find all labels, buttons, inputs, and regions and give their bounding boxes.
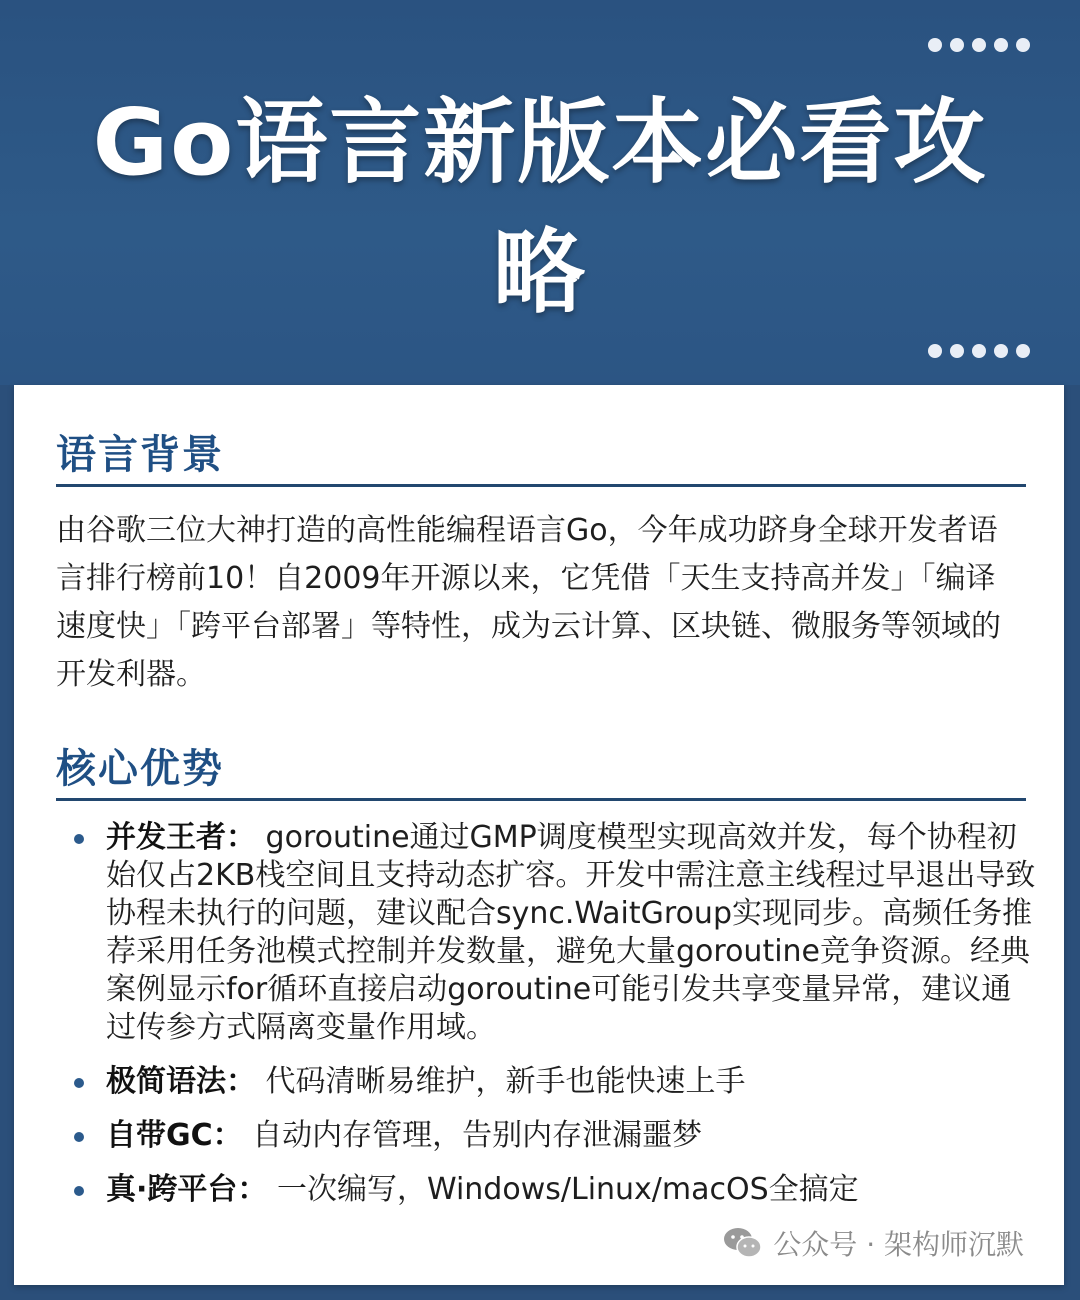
- bullet-icon: [74, 1078, 84, 1088]
- decorative-dots-top: [928, 38, 1030, 52]
- dot-icon: [972, 38, 986, 52]
- list-item-label: 自带GC：: [106, 1118, 243, 1153]
- list-item-text: 代码清晰易维护，新手也能快速上手: [265, 1064, 746, 1099]
- watermark-text: 公众号 · 架构师沉默: [773, 1228, 1024, 1261]
- content-card: [14, 385, 1064, 1285]
- list-item: [56, 1171, 1036, 1209]
- dot-icon: [1016, 344, 1030, 358]
- dot-icon: [994, 344, 1008, 358]
- list-item: [56, 1117, 1036, 1155]
- bullet-icon: [74, 834, 84, 844]
- dot-icon: [950, 344, 964, 358]
- section-divider: [56, 798, 1026, 801]
- list-item-text: 一次编写，Windows/Linux/macOS全搞定: [276, 1172, 859, 1207]
- dot-icon: [928, 38, 942, 52]
- list-item-text: 自动内存管理，告别内存泄漏噩梦: [252, 1118, 703, 1153]
- list-item-text: goroutine通过GMP调度模型实现高效并发，每个协程初始仅占2KB栈空间且支持动态扩容。开发中需注意主线程过早退出导致协程未执行的问题，建议配合sync.WaitGroup实现同步。高频任务推荐采用任务池模式控制并发数量，避免大量goroutine竞争资源。经典案例显示for循环直接启动goroutine可能引发共享变量异常，建议通过传参方式隔离变量作用域。: [106, 820, 1036, 1045]
- dot-icon: [950, 38, 964, 52]
- list-item: [56, 819, 1036, 1047]
- bullet-icon: [74, 1186, 84, 1196]
- dot-icon: [1016, 38, 1030, 52]
- bullet-icon: [74, 1132, 84, 1142]
- dot-icon: [994, 38, 1008, 52]
- advantages-list: [56, 819, 1036, 1225]
- list-item-label: 极简语法：: [106, 1064, 256, 1099]
- background-paragraph: 由谷歌三位大神打造的高性能编程语言Go，今年成功跻身全球开发者语言排行榜前10！自2009年开源以来，它凭借「天生支持高并发」「编译速度快」「跨平台部署」等特性，成为云计算、区块链、微服务等领域的开发利器。: [56, 513, 1001, 692]
- header-banner: [0, 0, 1080, 385]
- wechat-icon: [723, 1226, 763, 1260]
- dot-icon: [928, 344, 942, 358]
- page-title: Go语言新版本必看攻略: [92, 89, 988, 326]
- watermark: [723, 1223, 1024, 1263]
- list-item-label: 真·跨平台：: [106, 1172, 268, 1207]
- section-title-background: 语言背景: [56, 432, 224, 478]
- section-divider: [56, 484, 1026, 487]
- dot-icon: [972, 344, 986, 358]
- decorative-dots-bottom: [928, 344, 1030, 358]
- list-item-label: 并发王者：: [106, 820, 256, 855]
- list-item: [56, 1063, 1036, 1101]
- section-title-advantages: 核心优势: [56, 746, 224, 792]
